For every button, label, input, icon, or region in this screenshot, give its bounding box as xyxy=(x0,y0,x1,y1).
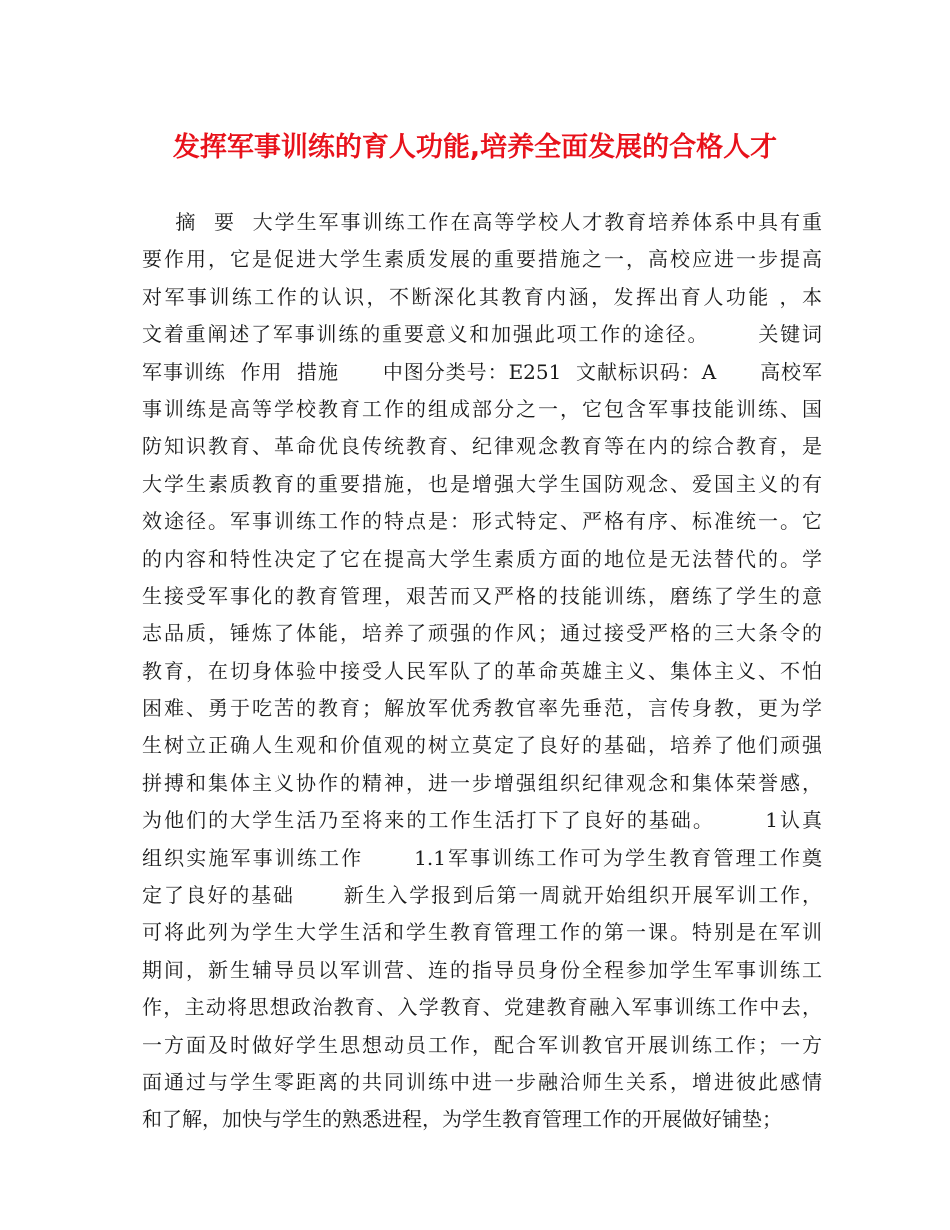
body-line: 防知识教育、革命优良传统教育、纪律观念教育等在内的综合教育，是 xyxy=(142,434,822,459)
body-line: 拼搏和集体主义协作的精神，进一步增强组织纪律观念和集体荣誉感， xyxy=(142,770,822,795)
body-line: 的内容和特性决定了它在提高大学生素质方面的地位是无法替代的。学 xyxy=(142,546,822,571)
body-line: 教育，在切身体验中接受人民军队了的革命英雄主义、集体主义、不怕 xyxy=(142,658,822,683)
body-line: 文着重阐述了军事训练的重要意义和加强此项工作的途径。 关键词 xyxy=(142,322,822,347)
body-line: 事训练是高等学校教育工作的组成部分之一，它包含军事技能训练、国 xyxy=(142,396,822,421)
body-line: 对军事训练工作的认识，不断深化其教育内涵，发挥出育人功能 ，本 xyxy=(142,284,822,309)
body-line: 生接受军事化的教育管理，艰苦而又严格的技能训练，磨练了学生的意 xyxy=(142,583,822,608)
body-line: 效途径。军事训练工作的特点是：形式特定、严格有序、标准统一。它 xyxy=(142,509,822,534)
body-line: 可将此列为学生大学生活和学生教育管理工作的第一课。特别是在军训 xyxy=(142,920,822,945)
body-line: 面通过与学生零距离的共同训练中进一步融洽师生关系，增进彼此感情 xyxy=(142,1069,822,1094)
body-line: 期间，新生辅导员以军训营、连的指导员身份全程参加学生军事训练工 xyxy=(142,957,822,982)
body-line: 组织实施军事训练工作 1.1军事训练工作可为学生教育管理工作奠 xyxy=(142,845,822,870)
document-title: 发挥军事训练的育人功能,培养全面发展的合格人才 xyxy=(172,132,778,163)
body-line: 摘 要 大学生军事训练工作在高等学校人才教育培养体系中具有重 xyxy=(142,210,822,234)
body-line: 一方面及时做好学生思想动员工作，配合军训教官开展训练工作；一方 xyxy=(142,1032,822,1057)
body-line: 生树立正确人生观和价值观的树立莫定了良好的基础，培养了他们顽强 xyxy=(142,733,822,758)
body-line: 作，主动将思想政治教育、入学教育、党建教育融入军事训练工作中去， xyxy=(142,995,822,1020)
body-line: 和了解，加快与学生的熟悉进程，为学生教育管理工作的开展做好铺垫； xyxy=(142,1107,782,1132)
document-body xyxy=(142,204,822,1139)
body-line: 志品质，锤炼了体能，培养了顽强的作风；通过接受严格的三大条令的 xyxy=(142,621,822,646)
body-line: 大学生素质教育的重要措施，也是增强大学生国防观念、爱国主义的有 xyxy=(142,471,822,496)
body-line: 困难、勇于吃苦的教育；解放军优秀教官率先垂范，言传身教，更为学 xyxy=(142,696,822,721)
body-line: 定了良好的基础 新生入学报到后第一周就开始组织开展军训工作， xyxy=(142,883,822,908)
body-line: 军事训练 作用 措施 中图分类号：E251 文献标识码：A 高校军 xyxy=(142,359,822,384)
body-line: 为他们的大学生活乃至将来的工作生活打下了良好的基础。 1认真 xyxy=(142,808,822,833)
body-line: 要作用，它是促进大学生素质发展的重要措施之一，高校应进一步提高 xyxy=(142,247,822,272)
